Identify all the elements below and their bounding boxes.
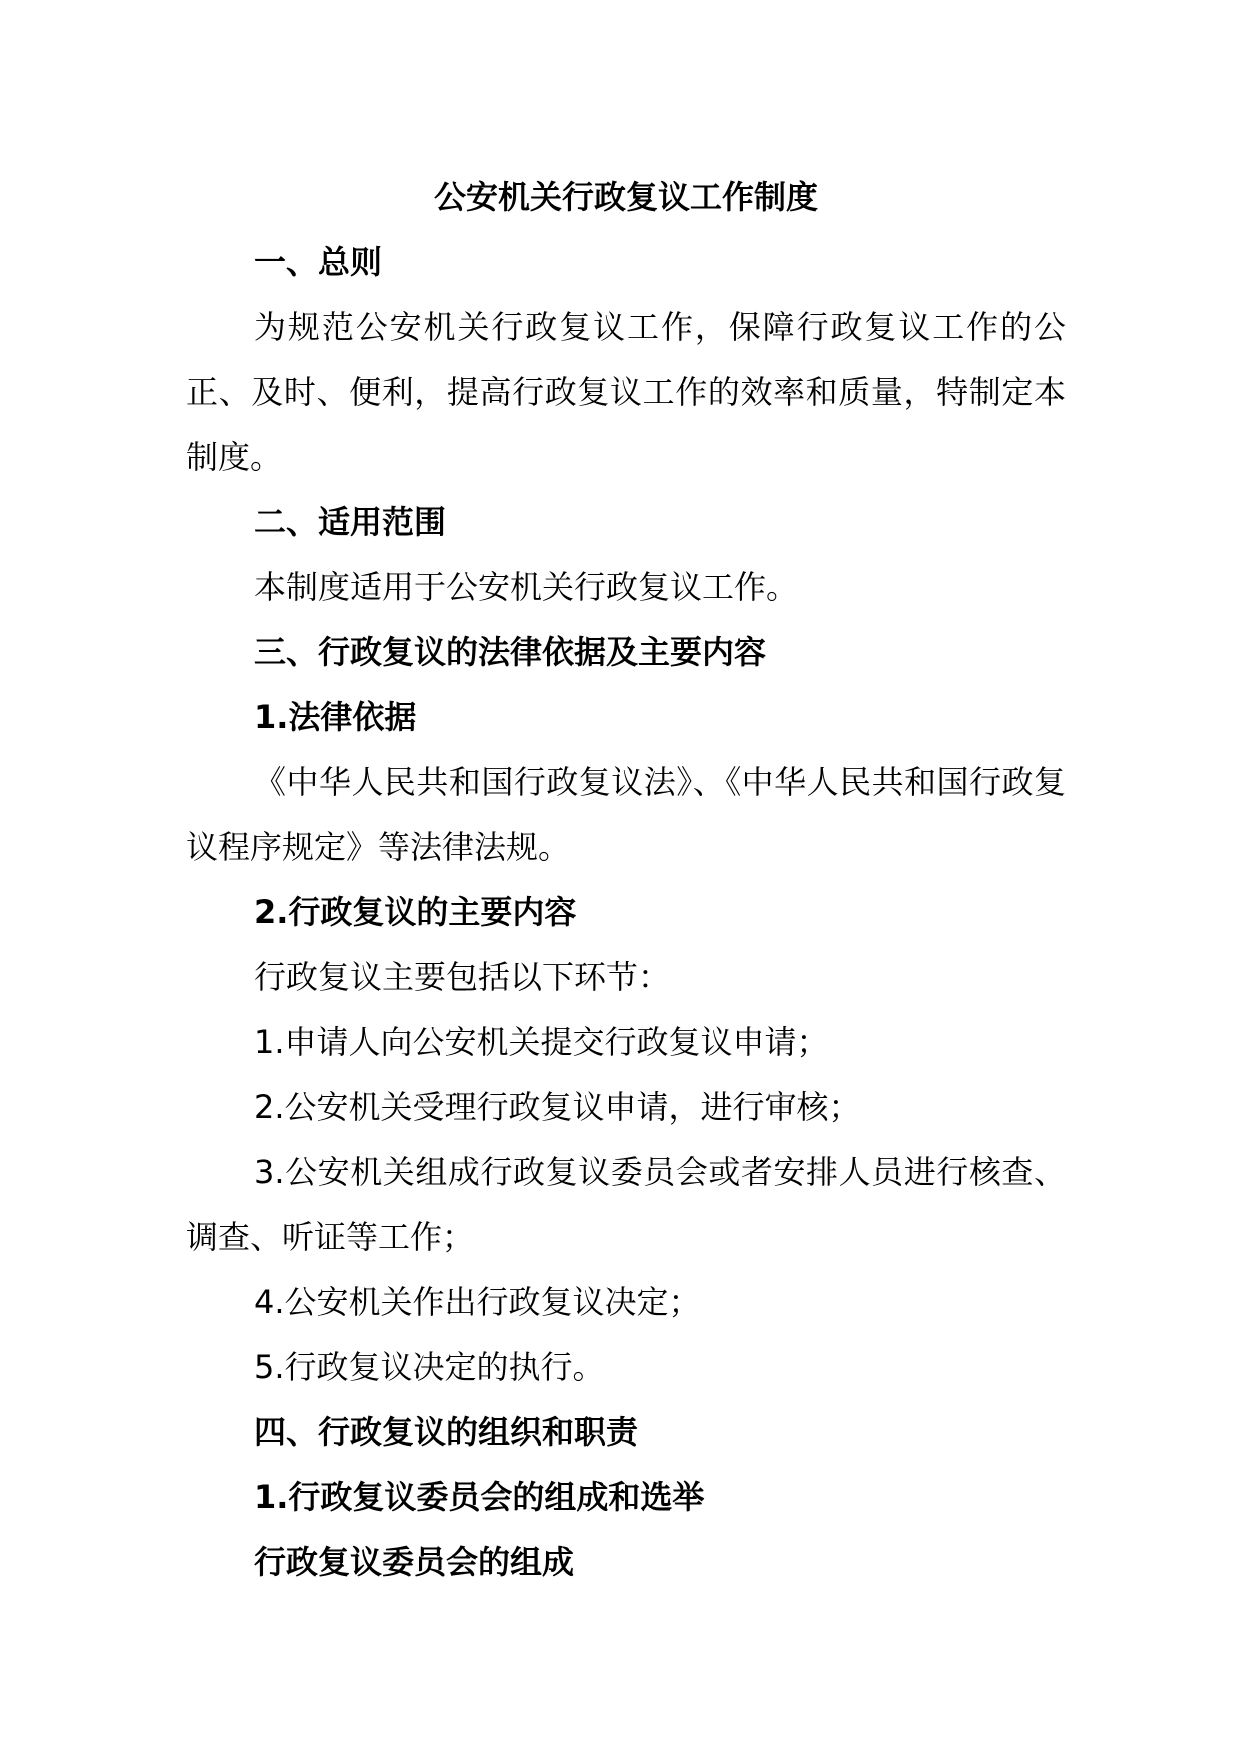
section-1-paragraph: 为规范公安机关行政复议工作，保障行政复议工作的公正、及时、便利，提高行政复议工作的效率和质量，特制定本制度。	[186, 308, 1066, 476]
document-title: 公安机关行政复议工作制度	[433, 178, 818, 216]
list-item: 3.公安机关组成行政复议委员会或者安排人员进行核查、调查、听证等工作；	[186, 1153, 1066, 1256]
section-3-sub2-heading: 2.行政复议的主要内容	[254, 893, 577, 931]
section-1-heading: 一、总则	[254, 243, 383, 281]
list-item: 2.公安机关受理行政复议申请，进行审核；	[254, 1088, 861, 1126]
document-page	[186, 165, 1066, 1595]
section-4-sub1-sub-heading: 行政复议委员会的组成	[254, 1543, 575, 1581]
section-2-paragraph: 本制度适用于公安机关行政复议工作。	[254, 568, 799, 606]
section-3-sub1-heading: 1.法律依据	[254, 698, 417, 736]
section-4-sub1-heading: 1.行政复议委员会的组成和选举	[254, 1478, 705, 1516]
list-item: 5.行政复议决定的执行。	[254, 1348, 605, 1386]
list-item: 1.申请人向公安机关提交行政复议申请；	[254, 1023, 829, 1061]
section-3-sub2-intro: 行政复议主要包括以下环节：	[254, 958, 671, 996]
section-4-heading: 四、行政复议的组织和职责	[254, 1413, 639, 1451]
list-item: 4.公安机关作出行政复议决定；	[254, 1283, 701, 1321]
section-3-heading: 三、行政复议的法律依据及主要内容	[254, 633, 767, 671]
section-3-sub1-paragraph: 《中华人民共和国行政复议法》、《中华人民共和国行政复议程序规定》等法律法规。	[186, 763, 1066, 866]
section-2-heading: 二、适用范围	[254, 503, 447, 541]
